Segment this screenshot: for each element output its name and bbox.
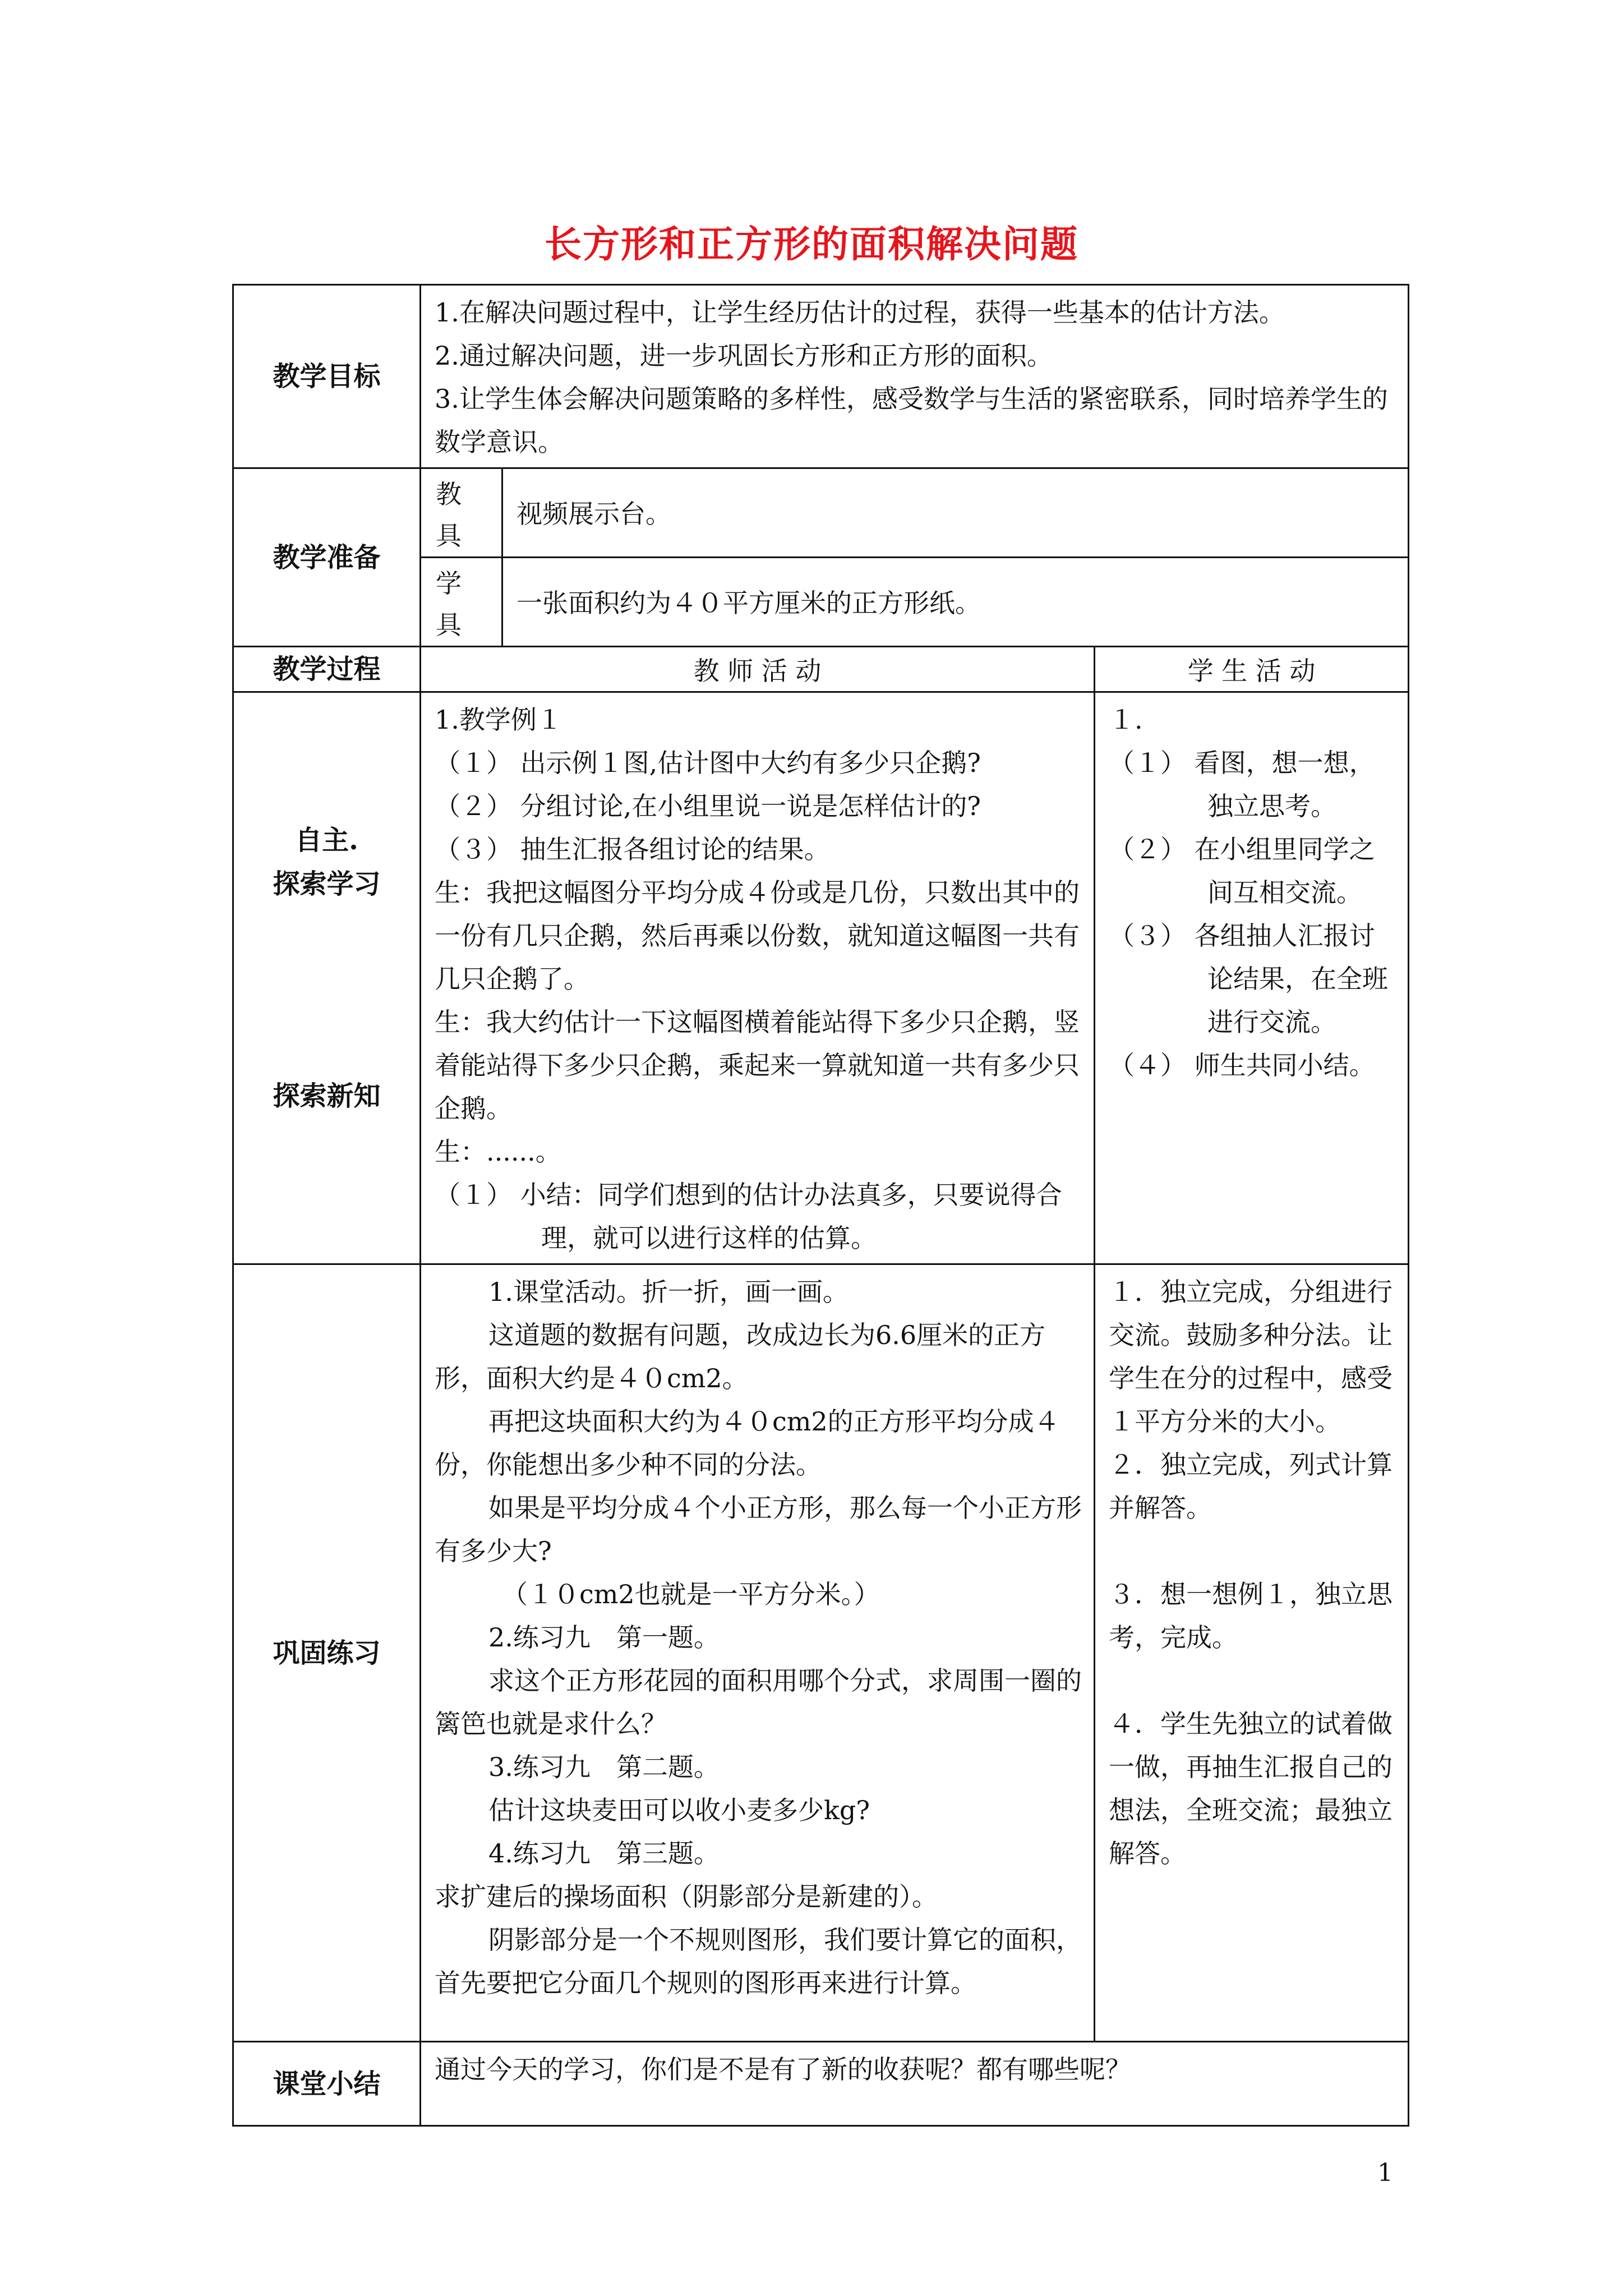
explore-label bbox=[233, 692, 421, 1264]
student-line: ４．学生先独立的试着做一做，再抽生汇报自己的想法，全班交流；最独立解答。 bbox=[1109, 1709, 1393, 1869]
teacher-tools-label-text: 教具 bbox=[436, 479, 462, 551]
student-line: １．独立完成，分组进行交流。鼓励多种分法。让学生在分的过程中，感受１平方分米的大小。 bbox=[1109, 1277, 1393, 1437]
objectives-row bbox=[233, 285, 1409, 468]
teacher-line: （１） 小结：同学们想到的估计办法真多，只要说得合理，就可以进行这样的估算。 bbox=[435, 1180, 1062, 1253]
lesson-plan-table bbox=[232, 284, 1409, 2127]
explore-teacher-activity bbox=[421, 692, 1095, 1264]
teacher-line: 2.练习九 第一题。 bbox=[488, 1622, 720, 1653]
preparation-teacher-row bbox=[233, 468, 1409, 558]
objectives-label: 教学目标 bbox=[233, 285, 421, 468]
page-title: 长方形和正方形的面积解决问题 bbox=[545, 222, 1078, 266]
teacher-line: （１） 出示例１图,估计图中大约有多少只企鹅? bbox=[435, 748, 981, 778]
teacher-line: 生：......。 bbox=[435, 1137, 561, 1167]
explore-label-line2: 探索学习 bbox=[273, 868, 381, 900]
student-tools-value: 一张面积约为４０平方厘米的正方形纸。 bbox=[502, 558, 1409, 647]
objectives-content bbox=[421, 285, 1409, 468]
student-tools-label-text: 学具 bbox=[436, 568, 462, 640]
preparation-label: 教学准备 bbox=[233, 468, 421, 647]
process-label: 教学过程 bbox=[233, 647, 421, 692]
teacher-line: 如果是平均分成４个小正方形，那么每一个小正方形有多少大? bbox=[435, 1493, 1082, 1566]
teacher-line: 1.课堂活动。折一折，画一画。 bbox=[488, 1277, 849, 1307]
teacher-line: 生：我把这幅图分平均分成４份或是几份，只数出其中的一份有几只企鹅，然后再乘以份数，就知道这幅图一共有几只企鹅了。 bbox=[435, 877, 1080, 994]
summary-row bbox=[233, 2042, 1409, 2126]
page-number: 1 bbox=[1377, 2159, 1393, 2187]
summary-label: 课堂小结 bbox=[233, 2042, 421, 2126]
practice-row bbox=[233, 1264, 1409, 2042]
teacher-line: （３） 抽生汇报各组讨论的结果。 bbox=[435, 834, 830, 864]
explore-label-line1: 自主. bbox=[295, 825, 358, 856]
objective-item: 1.在解决问题过程中，让学生经历估计的过程，获得一些基本的估计方法。 bbox=[435, 297, 1285, 328]
process-header-row bbox=[233, 647, 1409, 692]
student-line: ２．独立完成，列式计算并解答。 bbox=[1109, 1450, 1393, 1523]
student-line: （２） 在小组里同学之间互相交流。 bbox=[1109, 834, 1375, 908]
teacher-line: 1.教学例１ bbox=[435, 705, 562, 735]
teacher-line: （２） 分组讨论,在小组里说一说是怎样估计的? bbox=[435, 791, 981, 821]
teacher-line: 3.练习九 第二题。 bbox=[488, 1752, 720, 1782]
summary-content: 通过今天的学习，你们是不是有了新的收获呢？都有哪些呢？ bbox=[421, 2042, 1409, 2126]
objective-item: 3.让学生体会解决问题策略的多样性，感受数学与生活的紧密联系，同时培养学生的数学意识。 bbox=[435, 384, 1388, 457]
teacher-line: 估计这块麦田可以收小麦多少kg? bbox=[488, 1795, 870, 1825]
student-activity-header: 学 生 活 动 bbox=[1095, 647, 1409, 692]
explore-row bbox=[233, 692, 1409, 1264]
teacher-line: 再把这块面积大约为４０cm2的正方形平均分成４份，你能想出多少种不同的分法。 bbox=[435, 1406, 1060, 1480]
teacher-line: 这道题的数据有问题，改成边长为6.6厘米的正方形，面积大约是４０cm2。 bbox=[435, 1320, 1046, 1393]
teacher-line: 生：我大约估计一下这幅图横着能站得下多少只企鹅，竖着能站得下多少只企鹅，乘起来一算就知道一共有多少只企鹅。 bbox=[435, 1007, 1080, 1124]
practice-student-activity bbox=[1095, 1264, 1409, 2042]
student-line: ３．想一想例１，独立思考，完成。 bbox=[1109, 1579, 1393, 1653]
teacher-line: 4.练习九 第三题。 bbox=[488, 1838, 720, 1869]
explore-student-activity bbox=[1095, 692, 1409, 1264]
teacher-line: 阴影部分是一个不规则图形，我们要计算它的面积，首先要把它分面几个规则的图形再来进行计算。 bbox=[435, 1925, 1082, 1998]
practice-teacher-activity bbox=[421, 1264, 1095, 2042]
student-line: （４） 师生共同小结。 bbox=[1109, 1050, 1375, 1080]
student-line: １. bbox=[1109, 705, 1143, 735]
student-line: （３） 各组抽人汇报讨论结果，在全班进行交流。 bbox=[1109, 921, 1388, 1037]
teacher-activity-header: 教 师 活 动 bbox=[421, 647, 1095, 692]
student-line: （１） 看图，想一想，独立思考。 bbox=[1109, 748, 1375, 821]
teacher-line: 求这个正方形花园的面积用哪个分式，求周围一圈的篱笆也就是求什么？ bbox=[435, 1665, 1082, 1739]
objective-item: 2.通过解决问题，进一步巩固长方形和正方形的面积。 bbox=[435, 341, 1053, 371]
teacher-tools-value: 视频展示台。 bbox=[502, 468, 1409, 558]
teacher-tools-label bbox=[421, 468, 502, 558]
teacher-line: （１０cm2也就是一平方分米。） bbox=[502, 1579, 880, 1609]
student-tools-label bbox=[421, 558, 502, 647]
practice-label: 巩固练习 bbox=[233, 1264, 421, 2042]
explore-label-line3: 探索新知 bbox=[273, 1080, 381, 1112]
teacher-line: 求扩建后的操场面积（阴影部分是新建的）。 bbox=[435, 1881, 938, 1912]
